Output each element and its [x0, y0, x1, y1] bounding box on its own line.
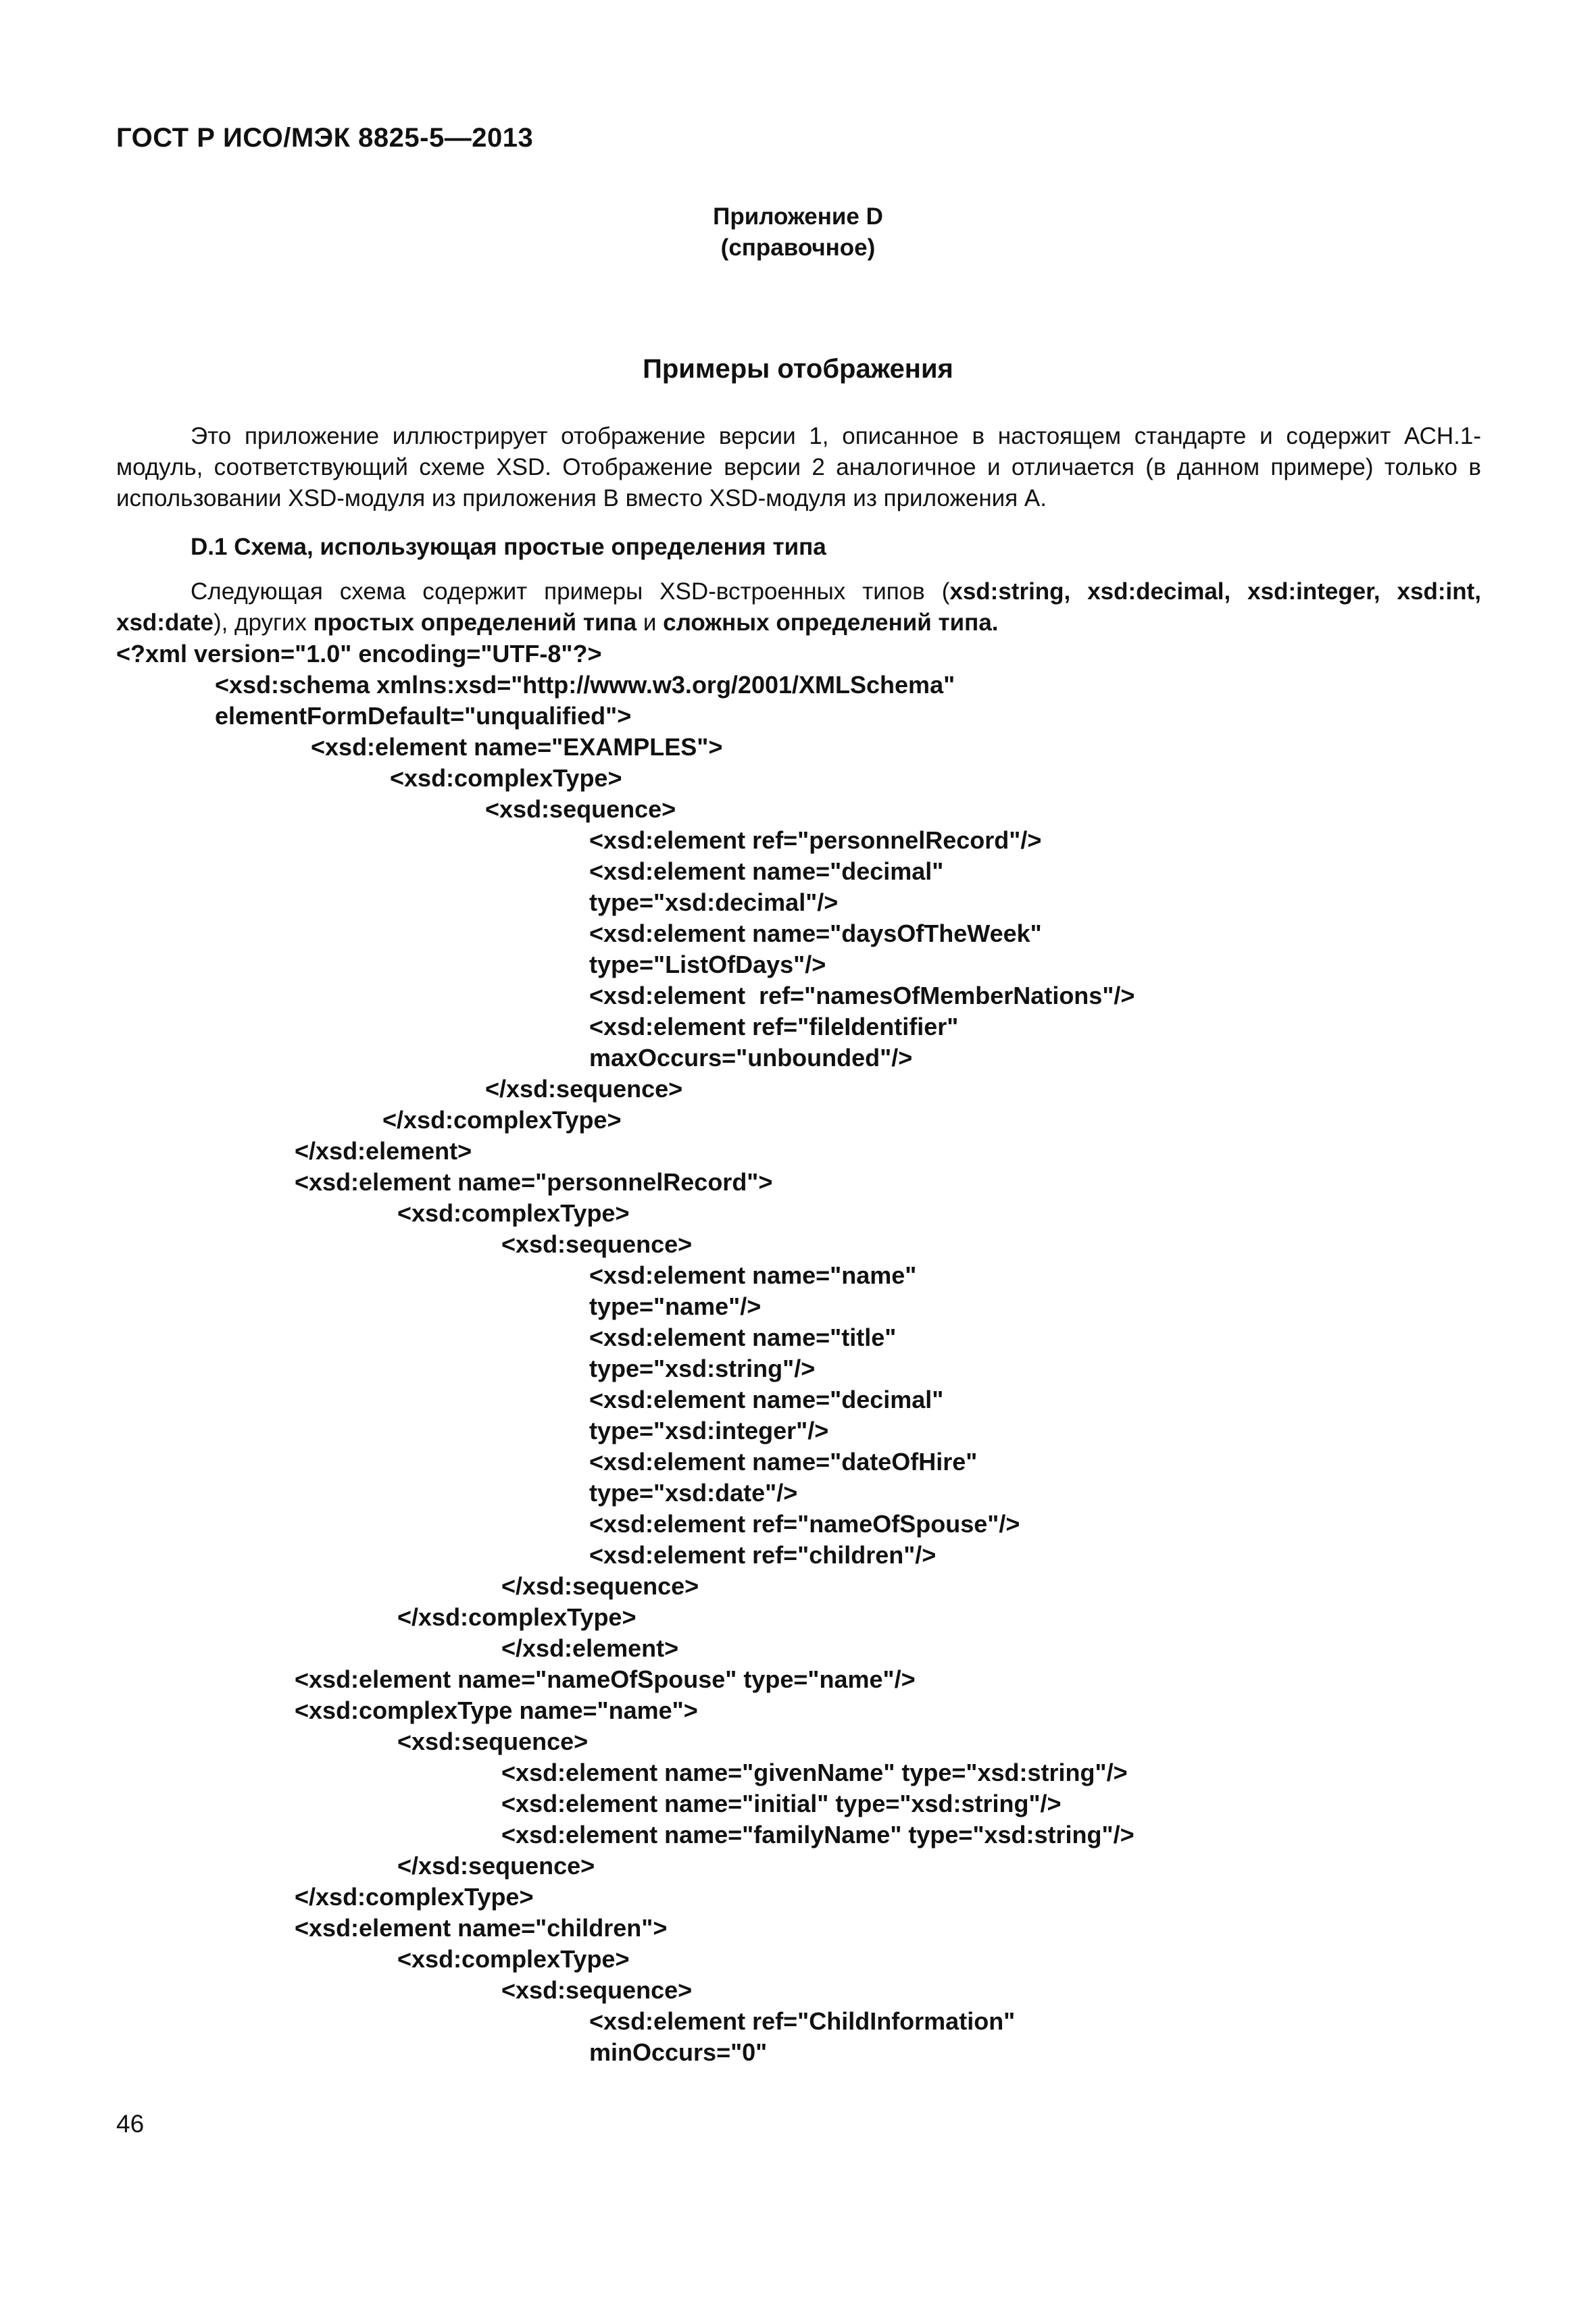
code-line: <xsd:sequence>: [501, 1230, 693, 1258]
code-line: type="ListOfDays"/>: [589, 951, 826, 978]
code-line: <xsd:element name="familyName" type="xsd:string"/>: [501, 1821, 1134, 1848]
code-line: <xsd:sequence>: [501, 1976, 693, 2004]
code-line: </xsd:complexType>: [382, 1106, 622, 1134]
code-line: type="xsd:decimal"/>: [589, 888, 839, 916]
code-line: <xsd:element name="daysOfTheWeek": [589, 920, 1042, 947]
code-line: <xsd:element name="title": [589, 1324, 897, 1351]
page-number: 46: [116, 2110, 145, 2138]
code-line: maxOccurs="unbounded"/>: [589, 1044, 913, 1072]
code-line: <xsd:element name="personnelRecord">: [295, 1168, 773, 1196]
desc-part2: ), других: [213, 609, 314, 636]
code-line: </xsd:sequence>: [485, 1075, 683, 1103]
code-line: </xsd:element>: [501, 1634, 679, 1662]
desc-builtin-types: xsd:string, xsd:decimal, xsd:integer, xsd:int, xsd:date: [116, 578, 1482, 636]
code-line: <xsd:element ref="children"/>: [589, 1541, 937, 1569]
code-line: </xsd:sequence>: [397, 1852, 595, 1880]
code-line: <xsd:sequence>: [397, 1728, 589, 1755]
code-line: <xsd:element ref="personnelRecord"/>: [589, 826, 1042, 854]
subsection-heading: D.1 Схема, использующая простые определения типа: [191, 534, 826, 560]
section-title: Примеры отображения: [643, 354, 953, 384]
code-line: </xsd:element>: [295, 1137, 472, 1165]
code-line: </xsd:complexType>: [397, 1603, 637, 1631]
code-line: </xsd:complexType>: [295, 1883, 534, 1911]
code-line: elementFormDefault="unqualified">: [215, 702, 632, 730]
code-line: <?xml version="1.0" encoding="UTF-8"?>: [116, 640, 602, 668]
desc-part1: Следующая схема содержит примеры XSD-встроенных типов (: [191, 578, 950, 605]
description-paragraph: [116, 576, 1481, 638]
code-line: <xsd:element name="dateOfHire": [589, 1448, 978, 1476]
desc-simple-types: простых определений типа: [313, 609, 637, 636]
code-line: type="xsd:string"/>: [589, 1355, 816, 1382]
code-line: <xsd:complexType name="name">: [295, 1696, 698, 1724]
code-line: <xsd:element name="EXAMPLES">: [311, 733, 723, 761]
code-line: </xsd:sequence>: [501, 1572, 699, 1600]
code-line: <xsd:schema xmlns:xsd="http://www.w3.org/2001/XMLSchema": [215, 671, 955, 699]
code-line: <xsd:element ref="namesOfMemberNations"/>: [589, 982, 1135, 1009]
appendix-label: Приложение D: [713, 203, 883, 230]
code-line: type="xsd:date"/>: [589, 1479, 798, 1507]
code-line: <xsd:element name="nameOfSpouse" type="name"/>: [295, 1665, 916, 1693]
code-line: minOccurs="0": [589, 2038, 768, 2066]
appendix-kind: (справочное): [720, 234, 876, 261]
code-line: <xsd:complexType>: [390, 764, 622, 792]
code-line: <xsd:element ref="nameOfSpouse"/>: [589, 1510, 1020, 1538]
code-line: type="name"/>: [589, 1292, 762, 1320]
code-line: <xsd:element name="children">: [295, 1914, 668, 1942]
intro-paragraph: Это приложение иллюстрирует отображение версии 1, описанное в настоящем стандарте и содержит АСН.1-модуль, соответствующий схеме XSD. Отображение версии 2 аналогичное и отличается (в данном примере) только в использовании XSD-модуля из приложения В вместо XSD-модуля из приложения А.: [116, 423, 1481, 511]
code-line: <xsd:element name="name": [589, 1261, 917, 1289]
code-line: type="xsd:integer"/>: [589, 1417, 829, 1444]
desc-complex-types: сложных определений типа.: [663, 609, 999, 636]
code-line: <xsd:element name="initial" type="xsd:string"/>: [501, 1790, 1062, 1817]
desc-part3: и: [637, 609, 664, 636]
code-line: <xsd:complexType>: [397, 1199, 630, 1227]
code-line: <xsd:element name="decimal": [589, 1386, 944, 1413]
code-line: <xsd:element ref="ChildInformation": [589, 2007, 1016, 2035]
standard-header: ГОСТ Р ИСО/МЭК 8825-5—2013: [116, 123, 534, 153]
code-line: <xsd:element name="decimal": [589, 857, 944, 885]
code-line: <xsd:element ref="fileIdentifier": [589, 1013, 959, 1040]
code-line: <xsd:element name="givenName" type="xsd:string"/>: [501, 1759, 1128, 1786]
code-line: <xsd:sequence>: [485, 795, 676, 823]
code-line: <xsd:complexType>: [397, 1945, 630, 1973]
